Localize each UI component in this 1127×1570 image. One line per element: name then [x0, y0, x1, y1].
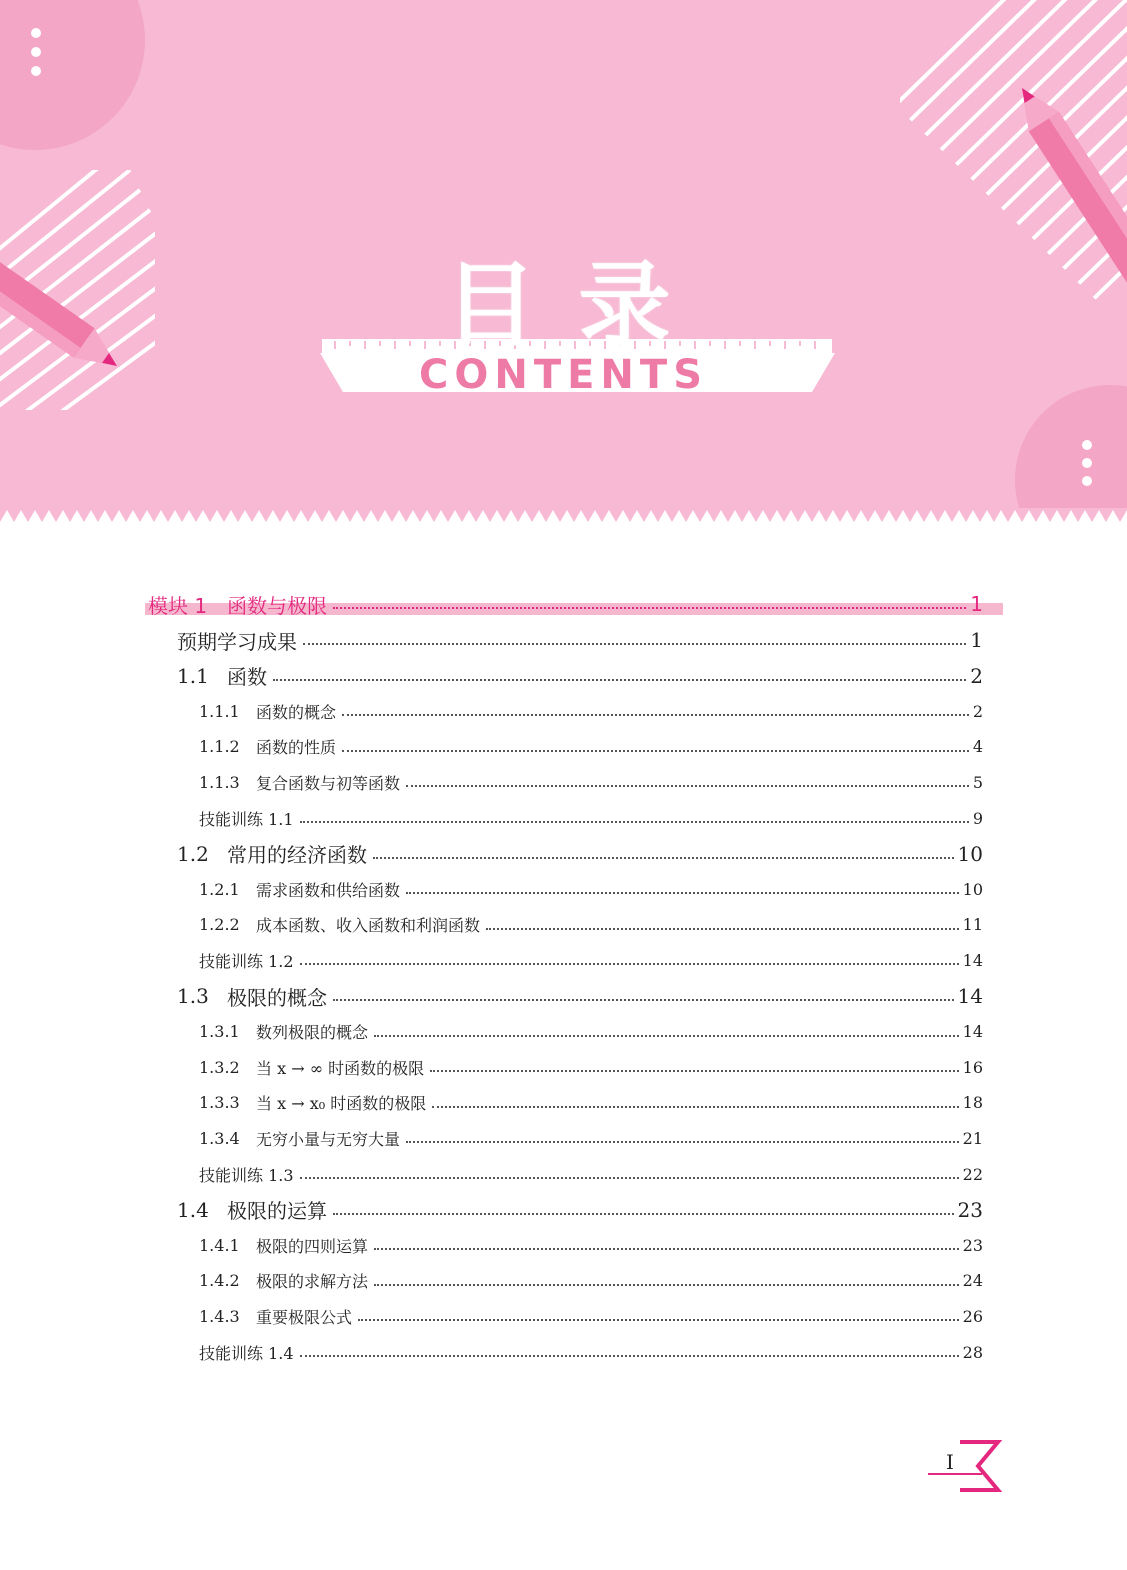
leader-dots	[300, 1355, 959, 1357]
toc-section-number: 1.3	[177, 984, 209, 1008]
toc-section-title: 无穷小量与无穷大量	[256, 1129, 401, 1149]
toc-section-number: 1.4.1	[199, 1235, 240, 1255]
toc-page-number: 28	[962, 1342, 983, 1362]
toc-page-number: 14	[962, 1022, 983, 1042]
toc-page-number: 5	[972, 772, 983, 792]
toc-entry[interactable]	[199, 729, 983, 765]
leader-dots	[432, 1106, 958, 1108]
toc-entry[interactable]	[199, 693, 983, 729]
toc-page-number: 2	[970, 663, 983, 688]
footer-page-number: I	[946, 1450, 954, 1474]
toc-section-title: 极限的求解方法	[256, 1272, 369, 1292]
toc-entry[interactable]	[199, 1085, 983, 1121]
toc-section-title: 技能训练 1.4	[199, 1343, 294, 1363]
toc-entry[interactable]	[199, 1049, 983, 1085]
leader-dots	[300, 963, 959, 965]
toc-section-title: 常用的经济函数	[227, 843, 367, 868]
footer-bracket-icon	[920, 1436, 1010, 1496]
toc-entry[interactable]	[199, 942, 983, 978]
toc-module-title: 模块 1 函数与极限	[148, 593, 328, 618]
toc-page-number: 24	[962, 1271, 983, 1291]
leader-dots	[374, 1248, 959, 1250]
toc-section-title: 技能训练 1.3	[199, 1165, 294, 1185]
toc-page-number: 14	[957, 984, 983, 1008]
toc-entry[interactable]	[199, 1227, 983, 1263]
toc-entry[interactable]	[199, 800, 983, 836]
leader-dots	[342, 750, 969, 752]
toc-section-number: 1.2.1	[199, 879, 240, 899]
leader-dots	[300, 821, 969, 823]
toc-page-number: 23	[957, 1197, 983, 1222]
toc-section-title: 预期学习成果	[177, 629, 297, 654]
toc-page-number: 16	[962, 1057, 983, 1077]
toc-section-number: 1.1.1	[199, 701, 240, 721]
toc-section-title: 复合函数与初等函数	[256, 773, 401, 793]
leader-dots	[333, 607, 966, 609]
toc-section-number: 1.1.3	[199, 772, 240, 792]
page-subtitle: CONTENTS	[418, 352, 708, 398]
toc-entry[interactable]	[199, 1334, 983, 1370]
toc-entry[interactable]	[177, 658, 983, 694]
toc-entry[interactable]	[177, 1192, 983, 1228]
toc-entry[interactable]	[177, 978, 983, 1014]
leader-dots	[374, 1035, 959, 1037]
page-title: 目录	[444, 252, 713, 359]
toc-page-number: 22	[962, 1164, 983, 1184]
toc-section-number: 1.3.1	[199, 1022, 240, 1042]
toc-entry[interactable]	[199, 764, 983, 800]
leader-dots	[406, 785, 969, 787]
toc-page-number: 1	[970, 592, 983, 616]
leader-dots	[374, 1284, 959, 1286]
toc-section-title: 函数的性质	[256, 738, 337, 758]
toc-entry[interactable]	[199, 1120, 983, 1156]
toc-section-title: 当 x → x₀ 时函数的极限	[256, 1094, 427, 1114]
toc-section-title: 需求函数和供给函数	[256, 880, 401, 900]
leader-dots	[486, 928, 959, 930]
toc-section-title: 重要极限公式	[256, 1307, 353, 1327]
toc-entry[interactable]	[199, 1298, 983, 1334]
toc-page-number: 23	[962, 1235, 983, 1255]
leader-dots	[273, 679, 966, 681]
toc-page-number: 14	[962, 950, 983, 970]
toc-page-number: 21	[962, 1128, 983, 1148]
toc-section-number: 1.4	[177, 1197, 209, 1222]
header-banner	[0, 0, 1127, 535]
toc-page-number: 2	[972, 701, 983, 721]
toc-section-title: 技能训练 1.2	[199, 951, 294, 971]
toc-page-number: 1	[970, 628, 983, 652]
leader-dots	[333, 1213, 954, 1215]
leader-dots	[430, 1070, 959, 1072]
toc-section-title: 极限的四则运算	[256, 1236, 369, 1256]
toc-entry[interactable]	[199, 871, 983, 907]
toc-entry[interactable]	[199, 1263, 983, 1299]
leader-dots	[303, 643, 966, 645]
toc-entry[interactable]	[177, 622, 983, 658]
toc-section-number: 1.3.2	[199, 1057, 240, 1077]
toc-section-title: 函数的概念	[256, 702, 337, 722]
zigzag-border	[0, 508, 1127, 535]
toc-section-title: 数列极限的概念	[256, 1023, 369, 1043]
toc-page-number: 9	[972, 808, 983, 828]
toc-entry[interactable]	[199, 1156, 983, 1192]
toc-section-title: 极限的运算	[227, 1199, 327, 1224]
toc-section-number: 1.1.2	[199, 737, 240, 757]
toc-section-number: 1.3.3	[199, 1093, 240, 1113]
toc-module-row[interactable]	[148, 586, 983, 622]
toc-page-number: 11	[962, 915, 983, 935]
leader-dots	[406, 892, 959, 894]
leader-dots	[406, 1141, 959, 1143]
toc-section-number: 1.4.2	[199, 1271, 240, 1291]
toc-page-number: 10	[957, 841, 983, 866]
toc-section-title: 函数	[227, 665, 267, 690]
leader-dots	[358, 1319, 959, 1321]
toc-entry[interactable]	[177, 836, 983, 872]
toc-page-number: 10	[962, 879, 983, 899]
toc-section-number: 1.3.4	[199, 1128, 240, 1148]
leader-dots	[333, 999, 954, 1001]
toc-section-number: 1.1	[177, 663, 209, 688]
toc-section-number: 1.4.3	[199, 1306, 240, 1326]
toc-page-number: 26	[962, 1306, 983, 1326]
leader-dots	[300, 1177, 959, 1179]
toc-section-title: 技能训练 1.1	[199, 809, 294, 829]
toc-page-number: 18	[962, 1093, 983, 1113]
toc-entry[interactable]	[199, 1014, 983, 1050]
toc-section-title: 成本函数、收入函数和利润函数	[256, 916, 481, 936]
toc-entry[interactable]	[199, 907, 983, 943]
toc-section-number: 1.2	[177, 841, 209, 866]
toc-section-title: 当 x → ∞ 时函数的极限	[256, 1058, 425, 1078]
toc-section-number: 1.2.2	[199, 915, 240, 935]
toc-section-title: 极限的概念	[227, 985, 327, 1010]
leader-dots	[373, 857, 954, 859]
leader-dots	[342, 714, 969, 716]
toc-page-number: 4	[972, 737, 983, 757]
